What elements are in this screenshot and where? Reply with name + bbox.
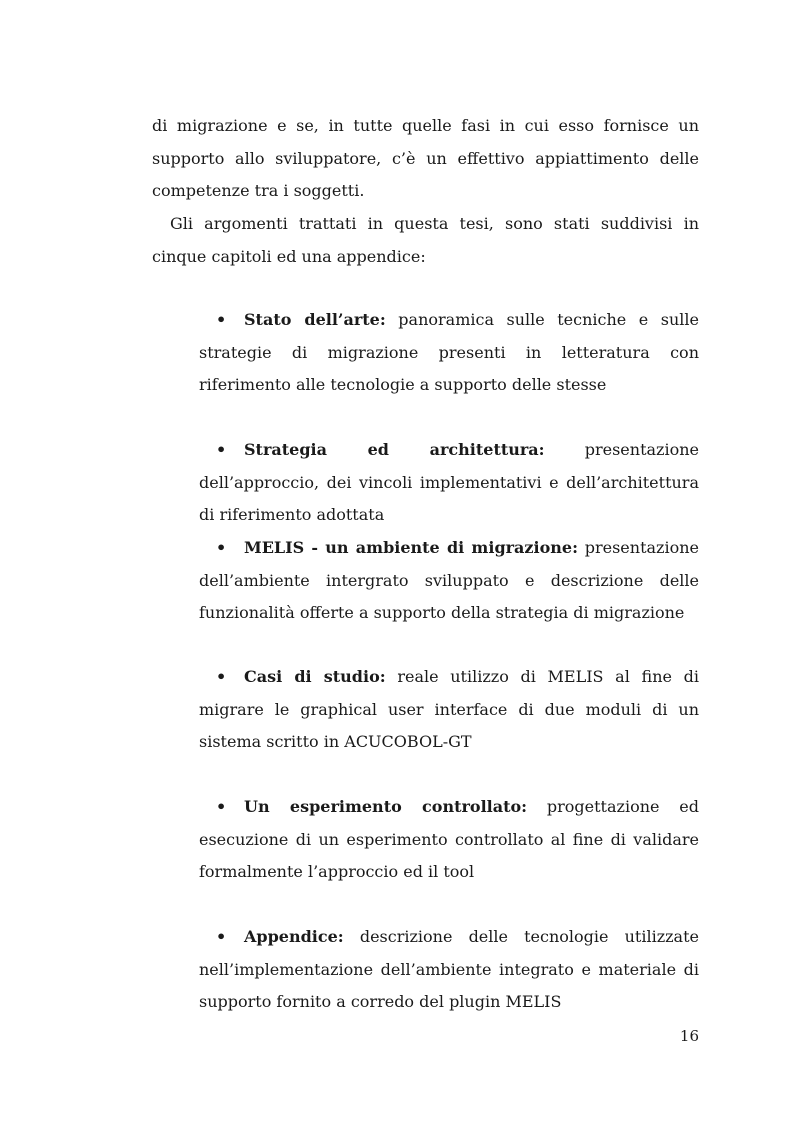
chapters-lead-paragraph: Gli argomenti trattati in questa tesi, sono stati suddivisi in cinque capitoli ed una appendice:	[152, 214, 699, 266]
list-item-melis	[199, 532, 699, 630]
page-number: 16	[679, 1027, 699, 1045]
list-item-description: presentazione dell’approccio, dei vincoli implementativi e dell’architettura di riferimento adottata	[199, 440, 699, 524]
list-item-term: Casi di studio:	[244, 667, 386, 686]
list-item-term: Strategia ed architettura:	[244, 440, 545, 459]
list-item-term: Un esperimento controllato:	[244, 797, 528, 816]
bullet-icon: •	[216, 667, 227, 686]
list-item-esperimento	[199, 791, 699, 889]
bullet-icon: •	[216, 538, 227, 557]
list-item-term: MELIS - un ambiente di migrazione:	[244, 538, 578, 557]
list-item-term: Appendice:	[244, 927, 344, 946]
list-item-description: panoramica sulle tecniche e sulle strategie di migrazione presenti in letteratura con riferimento alle tecnologie a supporto delle stesse	[199, 310, 700, 394]
list-item-description: presentazione dell’ambiente intergrato sviluppato e descrizione delle funzionalità offerte a supporto della strategia di migrazione	[199, 538, 699, 622]
intro-paragraph: di migrazione e se, in tutte quelle fasi in cui esso fornisce un supporto allo sviluppatore, c’è un effettivo appiattimento delle competenze tra i soggetti.	[152, 116, 699, 200]
list-item-description: descrizione delle tecnologie utilizzate nell’implementazione dell’ambiente integrato e materiale di supporto fornito a corredo del plugin MELIS	[199, 927, 699, 1011]
list-item-description: reale utilizzo di MELIS al fine di migrare le graphical user interface di due moduli di un sistema scritto in ACUCOBOL-GT	[199, 667, 699, 751]
list-item-stato-arte	[199, 304, 699, 402]
bullet-icon: •	[216, 440, 227, 459]
list-item-casi-studio	[199, 661, 699, 759]
list-item-description: progettazione ed esecuzione di un esperimento controllato al fine di validare formalmente l’approccio ed il tool	[199, 797, 699, 881]
list-item-strategia	[199, 434, 699, 532]
list-item-term: Stato dell’arte:	[244, 310, 386, 329]
bullet-icon: •	[216, 927, 227, 946]
bullet-icon: •	[216, 310, 227, 329]
bullet-icon: •	[216, 797, 227, 816]
list-item-appendice	[199, 921, 699, 1019]
